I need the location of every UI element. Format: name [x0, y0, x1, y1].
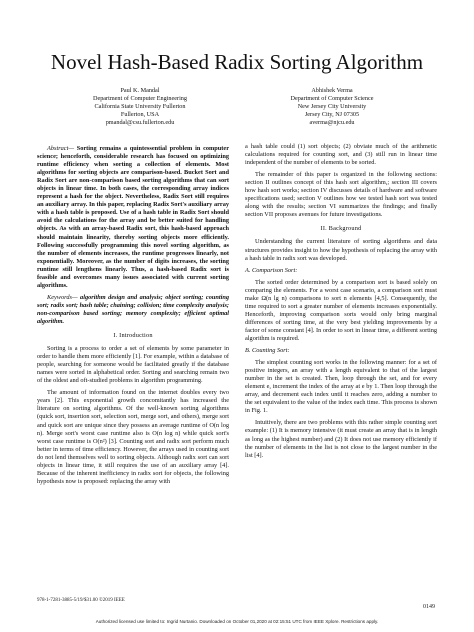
left-column — [37, 145, 229, 490]
section-heading-introduction: I. Introduction — [113, 332, 153, 340]
author-block-2 — [232, 87, 432, 127]
body-paragraph-continued: a hash table could (1) sort objects; (2) obviate much of the arithmetic calculations required for counting sort, and (3) still run in linear time independent of the number of elements to be sorted. — [245, 143, 437, 167]
subsection-heading-comparison-sort: A. Comparison Sort: — [245, 266, 298, 274]
author-department: Department of Computer Engineering — [93, 95, 187, 103]
author-affiliation: New Jersey City University — [297, 103, 367, 111]
abstract-text: Sorting remains a quintessential problem in computer science; henceforth, considerable research has focused on optimizing runtime efficiency when sorting a collection of elements. Most algorithms for sorting objects are comparison-based. Bucket Sort and Radix Sort are non-comparison based sorting algorithms that can sort objects in linear time. In both cases, the corresponding array indices represent a hash for the object. Nevertheless, Radix Sort still requires an auxiliary array. In this paper, replacing Radix Sort's auxiliary array with a hash table is proposed. Use of a hash table in Radix Sort should avoid the calculations for the array and be better suited for handling objects. As with an array-based Radix sort, this hash-based approach should maintain linearity, thereby sorting objects more efficiently. Following successfully programming this novel sorting algorithm, as the number of elements increases, the runtime progresses linearly, not exponentially. Moreover, as the number of digits increases, the sorting runtime still lengthens linearly. Thus, a hash-based Radix sort is feasible and overcomes many issues associated with current sorting algorithms. — [37, 145, 229, 289]
author-name: Paul K. Mandal — [120, 87, 160, 94]
author-affiliation: California State University Fullerton — [94, 103, 186, 111]
license-notice: Authorized licensed use limited to: Ingrid Nurtanio. Downloaded on October 01,2020 at 02:15:51 UTC from IEEE Xplore. Restrictions apply. — [95, 619, 379, 624]
abstract — [37, 145, 229, 290]
page-number: 0149 — [423, 604, 435, 610]
paper-title: Novel Hash-Based Radix Sorting Algorithm — [50, 50, 424, 74]
right-column — [245, 143, 437, 464]
author-department: Department of Computer Science — [290, 95, 374, 103]
author-email: averma@njcu.edu — [309, 119, 355, 127]
body-paragraph: Sorting is a process to order a set of elements by some parameter in order to handle them more efficiently [1]. For example, within a database of people, searching for someone would be facilitated greatly if the database names were sorted in alphabetical order. Sorting and searching remain two of the oldest and oft-studied problems in algorithm programming. — [37, 345, 229, 385]
author-block-1 — [40, 87, 240, 127]
body-paragraph: The simplest counting sort works in the following manner: for a set of positive integers, an array with a length equivalent to that of the largest number in the set is created. Then, loop through the set, and for every element e, increment the index of the array at e by 1. Then loop through the array, and decrement each index until it reaches zero, adding a number to the set equivalent to the value of the index each time. This process is shown in Fig. 1. — [245, 359, 437, 415]
author-location: Fullerton, USA — [120, 111, 160, 119]
body-paragraph: The sorted order determined by a comparison sort is based solely on comparing the elements. For a worst case scenario, a comparison sort must make Ω(n lg n) comparisons to sort n elements [4,5]. Consequently, the time required to sort a greater number of elements increases exponentially. Henceforth, improving comparison sorts would only bring marginal differences of sorting time, at the very best yielding improvements by a factor of some constant [4]. In order to sort in linear time, a different sorting algorithm is required. — [245, 278, 437, 342]
author-location: Jersey City, NJ 07305 — [304, 111, 360, 119]
body-paragraph: The remainder of this paper is organized in the following sections: section II outlines concept of this hash sort algorithm,; section III covers how hash sort works; section IV discusses details of hardware and software specifications used; section V outlines how we tested hash sort was tested along with the results; section VI summarizes the findings; and finally section VII proposes avenues for future investigations. — [245, 171, 437, 219]
body-paragraph: Understanding the current literature of sorting algorithms and data structures provides insight to how the hypothesis of replacing the array with a hash table in radix sort was developed. — [245, 238, 437, 262]
subsection-heading-counting-sort: B. Counting Sort: — [245, 347, 290, 355]
keywords-text: algorithm design and analysis; object sorting; counting sort; radix sort; hash table; chaining; collision; time complexity analysis; non-comparison based sorting; memory complexity; efficient optimal algorithm. — [37, 293, 229, 325]
body-paragraph: The amount of information found on the internet doubles every two years [2]. This exponential growth concomitantly has increased the literature on sorting algorithms. Of the well-known sorting algorithms (quick sort, insertion sort, selection sort, merge sort, and others), merge sort and quick sort are unique since they possess an average runtime of O(n log n). Merge sort's worst case runtime also is O(n log n) while quick sort's worst case runtime is O(n²) [3]. Counting sort and radix sort perform much better in terms of time efficiency. However, the arrays used in counting sort do not lend themselves well to sorting objects. Although radix sort can sort objects in linear time, it still requires the use of an auxiliary array [4]. Because of the inherent inefficiency in radix sort for objects, the following hypothesis now is proposed: replacing the array with — [37, 389, 229, 485]
abstract-lead: Abstract— — [47, 145, 74, 152]
author-email: pmandal@csu.fullerton.edu — [105, 119, 175, 127]
isbn-copyright: 978-1-7281-3885-5/19/$31.00 ©2019 IEEE — [37, 598, 125, 603]
keywords-lead: Keywords— — [47, 293, 78, 301]
keywords — [37, 294, 229, 326]
body-paragraph: Intuitively, there are two problems with this rather simple counting sort example: (1) It is memory intensive (it must create an array that is in length as long as the highest number) and (2) It does not use memory efficiently if the number of elements in the list is not close to the largest number in the list [4]. — [245, 419, 437, 459]
section-heading-background: II. Background — [320, 225, 362, 233]
author-name: Abhishek Verma — [311, 87, 353, 94]
